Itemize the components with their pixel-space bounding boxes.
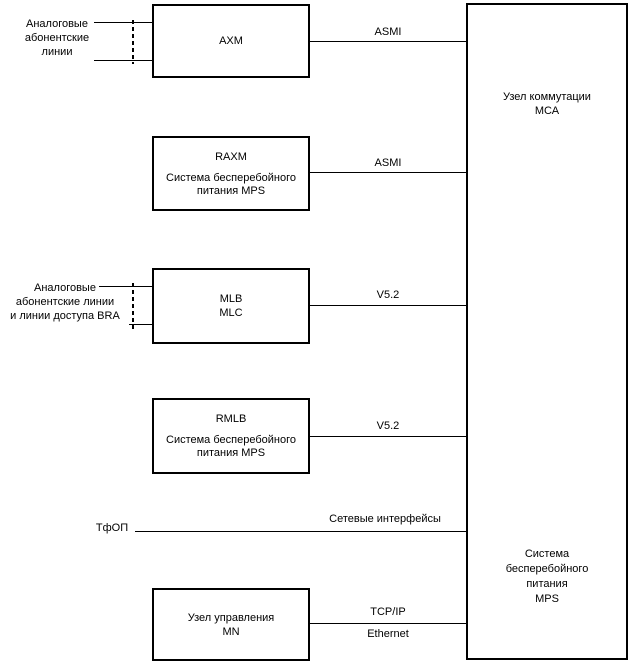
- raxm-node: [152, 136, 310, 211]
- pstn-mca-connector-line: [135, 531, 467, 532]
- axm-input-caption: Аналоговые абонентские линии: [24, 18, 90, 58]
- raxm-node-subtitle: Система бесперебойного питания MPS: [166, 171, 296, 197]
- mlb-input-break-dash: [132, 283, 134, 329]
- axm-input-break-dash: [132, 20, 134, 64]
- axm-input-line-bottom: [94, 60, 153, 61]
- mn-node-line2: MN: [222, 625, 240, 638]
- mlb-node: [152, 268, 310, 344]
- mn-ethernet-label: Ethernet: [367, 628, 409, 640]
- rmlb-mca-connector-line: [309, 436, 467, 437]
- axm-mca-connector-line: [309, 41, 467, 42]
- mn-mca-connector-line: [309, 623, 467, 624]
- rmlb-node-title: RMLB: [215, 413, 247, 425]
- mn-node-line1: Узел управления: [187, 611, 275, 624]
- rmlb-v52-label: V5.2: [376, 420, 400, 432]
- rmlb-node: [152, 398, 310, 474]
- mlb-mca-connector-line: [309, 305, 467, 306]
- mn-tcpip-label: TCP/IP: [370, 606, 406, 618]
- axm-node: [152, 4, 310, 78]
- raxm-node-title: RAXM: [215, 150, 247, 163]
- pstn-source-label: ТфОП: [95, 522, 129, 534]
- mlb-node-line2: MLC: [219, 307, 243, 319]
- mlb-node-line1: MLB: [219, 293, 243, 305]
- axm-node-title: AXM: [219, 35, 243, 47]
- mca-node-power-label: Система бесперебойного питания MPS: [505, 548, 589, 605]
- mlb-v52-label: V5.2: [376, 289, 400, 301]
- mca-node-title: Узел коммутации МСА: [503, 91, 591, 117]
- axm-input-line-top: [94, 22, 153, 23]
- raxm-mca-connector-line: [309, 172, 467, 173]
- mn-node: [152, 588, 310, 661]
- network-interfaces-label: Сетевые интерфейсы: [329, 513, 441, 525]
- rmlb-node-subtitle: Система бесперебойного питания MPS: [166, 434, 296, 459]
- axm-asmi-label: ASMI: [374, 26, 402, 38]
- mlb-input-caption: Аналоговые абонентские линии и линии доступа BRA: [10, 282, 120, 322]
- raxm-asmi-label: ASMI: [374, 157, 402, 169]
- mlb-input-line-top: [99, 286, 153, 287]
